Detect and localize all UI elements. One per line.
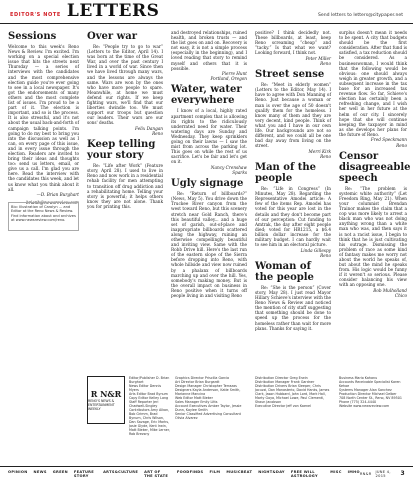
footer-nav-item[interactable]: FREE WILL ASTROLOGY	[290, 469, 318, 478]
letter-body-man-of-people: Re: “Life in Congress” (In Minutes, May 28). Regarding the Representative Amodei article: A few of the items Rep. Amodei has voted for this year are lost in the details and they don't become part of our perception: Cut funding to Amtrak, the day after eight people died; voted for HR1215, a $6.4 billion dollar increase for the military budget. I can hardly wait to see him in an electoral picture.	[255, 186, 331, 248]
footer-right	[360, 470, 405, 478]
footer-nav-item[interactable]: MISC	[330, 469, 342, 474]
letter-body-woman-continued: surplus doesn't mean it needs to be spent. A city that budgets should be the first consideration. After that fund is satisfied, a tax reduction should be considered. As a businesswoman, I would think that the following would be obvious: one should always weigh in greater growth, and a subsequent increase in the tax base for an increased tax revenue flow. So far, Schieve's election has certainly been a refreshing change, and I wish her well in her future at the helm of our city. I sincerely hope that she will continue keeping the taxpayer in mind as she develops her plans for the future of Reno.	[339, 30, 407, 137]
footer-nav-item[interactable]: OPINION	[8, 469, 28, 474]
column-4	[255, 30, 331, 331]
staff-logo-mark: R N&R	[90, 388, 122, 399]
column-1-signature: —D. Brian Burghart	[36, 192, 79, 198]
letter-signature-censor: Bob Mulholland Chico	[373, 288, 407, 299]
page-footer	[0, 466, 413, 480]
staff-list-editorial: Editor/Publisher D. Brian Burghart News Editor Dennis Myers Arts Editor Brad Bynum Copy Editor Kelley Lang Staff Reporter Jeri Chadwell-Singley Contributors Amy Alkon, Bob Grimm, Brad Bynum, Chris Wilson, Dan Savage, Eric Marks, Josie Glyde, Kent Irwin, Matt Bieker, Mike Lerner, Rob Brezsny	[129, 376, 171, 436]
letter-headline-woman-of-people: Woman of the people	[255, 260, 314, 283]
footer-nav-item[interactable]: FOODFINDS	[176, 469, 204, 474]
letter-signature-street-sense: Merri Kirk Reno	[308, 148, 331, 159]
page-number: 3	[400, 470, 405, 477]
letter-headline-ugly-signage: Ugly signage	[171, 178, 244, 190]
footer-nav-item[interactable]: IMHO	[347, 469, 360, 474]
section-title: LETTERS	[66, 1, 160, 21]
footer-nav-item[interactable]: FILM	[209, 469, 221, 474]
letter-signature-continued: Pierre Hunt Portland, Oregon	[210, 71, 247, 82]
letter-signature-woman: Fred Speckmann Reno	[370, 137, 407, 148]
staff-list-distribution: Distribution Director Greg Erwin Distribution Manager Frank Gardner Distribution Drivers Brian Sleeper, Chris Jacuzzi, Dan Monasterio, David Hanks, James Clark, Jason Hubbard, John Lord, Mark Hall, Marty Goya, Michael Lowe, Paul Clementi, Shaun Jacobson Executive Director Jeff von Kaenel	[255, 376, 330, 408]
letter-body-censor: Re: “The problem is systemic white authority” (Let Freedom Ring, May 21). When your columnist Brendan Trainor makes the claim that a cop was more likely to arrest a black man who was not doing anything wrong than a white man who was, and then says it is not a racist issue, I begin to think that he is just cultivating his outrage. Dismissing the problem of race as some kind of fantasy makes me worry not about the world he speaks of, but about the mind he speaks from. His logic would be funny if it weren't so serious. Please consider balancing his view with an opposing one.	[339, 185, 407, 288]
letter-headline-keep-telling: Keep telling your story	[87, 139, 156, 162]
column-3	[171, 30, 247, 299]
letter-body-over-war: Re: “People try to go to war” (Letters to the Editor, April 14). I was born at the time of the Great War, and over the past century I lived in a world of war. Since then we have lived through many wars, and the lessons are always the same. Wars are won by the ones who have more people to spare. Meanwhile, at home we must defend our rights. If we keep fighting wars, we'll find that our liberties dwindle too. We must support our troops but question our leaders. Their wars are our sons' deaths.	[87, 44, 163, 126]
staff-logo-tagline: RENO'S NEWS & ENTERTAINMENT WEEKLY	[88, 398, 115, 411]
letter-body-street-sense: Re: “Meet in elderly women” (Letters to the Editor, May 14). I have to agree with Don Manning of Reno. Just because a woman or man is over the age of 50 doesn't qualify them for the homeless. I know many of them and they are very decent, kind people. Think of what you and I have in our own life. Our backgrounds are not so different, and we could all be one bad day away from living on the street.	[255, 82, 331, 149]
letters-email[interactable]: Send letters to letters@citypaper.net	[317, 13, 403, 18]
letter-body-woman-of-people: Re: “She is the person” (Cover story, May 28). I just read Mayor Hillary Schieve's interview with the Reno News & Review and noticed the mention of city staff suggesting that something should be done to speed up the process for the homeless rather than wait for more plans. Thanks for saying it.	[255, 284, 331, 331]
footer-nav-item[interactable]: FEATURE STORY	[73, 469, 95, 478]
letter-signature-over-war: Felix Dangan Reno	[135, 126, 163, 137]
letter-body-ugly-signage: Re: “Return of billboards?” (News, May 5). You drive down the Truckee River canyon from the west toward Reno, but this scenery stretch near Gold Ranch, there's this beautiful valley... and a huge set of garish, out-of-place and inappropriate billboards scattered along the highway, ruining an otherwise compellingly beautiful and inviting view. Same with the Robb Drive hill. Here's the last run of the eastern slope of the Sierra before dropping into Reno, with whole hillside and view now ruined by a phalanx of billboards marching up and over the hill. Yes, somebody's making money. But is the overall impact on business in Reno positive when it turns off people living in and visiting Reno	[171, 191, 247, 299]
letter-headline-street-sense: Street sense	[255, 69, 325, 81]
letter-headline-censor: Censor disagreeable speech	[339, 150, 411, 184]
footer-nav-item[interactable]: NIGHT&DAY	[258, 469, 285, 474]
footer-brand: RN&R	[359, 471, 372, 476]
letter-signature-water: Nancy Crenshaw Sparks	[210, 164, 247, 176]
staff-logo	[87, 376, 125, 424]
editor-bio-text: Bio: Illustration of Carolyn ... and Editor at the Reno News & Review. Find information about and archives at www.newsreview.com/reno.	[11, 205, 76, 223]
column-1-email[interactable]: brianb@newsreview.com	[26, 200, 79, 206]
column-2	[87, 30, 163, 210]
footer-nav-item[interactable]: MUSICBEAT	[226, 469, 253, 474]
letter-body-continued: and destroyed relationships, ruined health, and broken trusts — and the list goes on and on. Recovery is not easy, it is not a simple process (especially in the beginning), and I loved reading that story to remind myself and others that it is possible.	[171, 30, 247, 71]
staff-list-business: Business Mario Kahanu Accounts Receivable Specialist Karen Kehoe Systems Manager Alan Sanchez Production Director Michael Gelber 708 North Center St., Reno, NV 89501 Phone (775) 324-4440 Website www.newsreview.com	[339, 376, 402, 408]
footer-date: JUNE 4, 2015	[375, 469, 391, 478]
footer-nav-item[interactable]: ART OF THE STATE	[144, 469, 169, 478]
footer-nav-item[interactable]: NEWS	[33, 469, 47, 474]
column-1-headline: Sessions	[8, 31, 57, 42]
footer-nav	[8, 470, 360, 478]
footer-nav-item[interactable]: GREEN	[52, 469, 68, 474]
letter-body-water: I know of a local, highly rated apartment complex that is allowing its rights to the ridiculously underrated need for water. Their watering days are Sunday and Wednesday. They keep sprinklers going on their lawns — I saw the mist from across the parking lot. This goes on while the rest of us sacrifice. Let's be fair and let's get on it.	[171, 108, 247, 165]
column-editors-note	[8, 30, 79, 208]
footer-nav-item[interactable]: ARTS&CULTURE	[103, 469, 139, 474]
column-1-body: Welcome to this week's Reno News & Review. I'm excited. I'm working on a special election issue that hits the streets next Thursday — a series of interviews with the candidates and the most comprehensive election guide you're ever going to see in a local newspaper. It's got the endorsements of many others and the most complete list of issues. I'm proud to be a part of it. The election is important, and so is the process. It is also stressful, and it's not about the usual back-and-forth of campaign talking points. I'm going to do my best to bring you into the discussion as well as I can, on every page of this issue, and in every issue through the election. Readers are invited to bring their ideas and thoughts too: send us letters, email, or give us a call. I'm glad you are here. Read the interview with the candidates this week, and let us know what you think about it all.	[8, 44, 79, 192]
section-label: EDITOR'S NOTE	[10, 12, 61, 18]
editor-bio-box	[8, 202, 79, 231]
letter-headline-water: Water, water everywhere	[171, 84, 242, 107]
letter-body-keep-telling: Re: “Life after Work” (Feature story, April 28). I used to live in Reno and now work in a residential rehab facility for men attempting to transition off drug addiction and a rehabilitating home. Telling your story is powerful; it helps others know they are not alone. Thank you for printing this.	[87, 163, 163, 209]
letter-signature-man-of-people: Linda Gillespy Reno	[300, 247, 331, 258]
letter-headline-man-of-people: Man of the people	[255, 162, 317, 185]
letter-signature-signage: Peter Miller Reno	[305, 55, 331, 67]
staff-list-design: Graphics Director Priscilla Garcia Art Director Brian Burgardt Design Manager Christopher Terrazas Designers Kayla Anderson, Katie Smith, Marianne Mancina Web Editor Matt Bieker Sales Manager Emily Litts Account Executives Amber Taylor, Jessie Dunn, Kaylee Smith Senior Classified Advertising Consultant Olivia Alvarez	[175, 376, 242, 420]
page-header	[0, 0, 413, 24]
letter-body-signage-continued: positive? I think decidedly not. These billboards, at least, keep Reno screaming “cheap” and “tacky.” Is that what we want? Looking forward, I think not.	[255, 30, 331, 56]
column-5	[339, 30, 411, 301]
letter-headline-over-war: Over war	[87, 31, 137, 42]
